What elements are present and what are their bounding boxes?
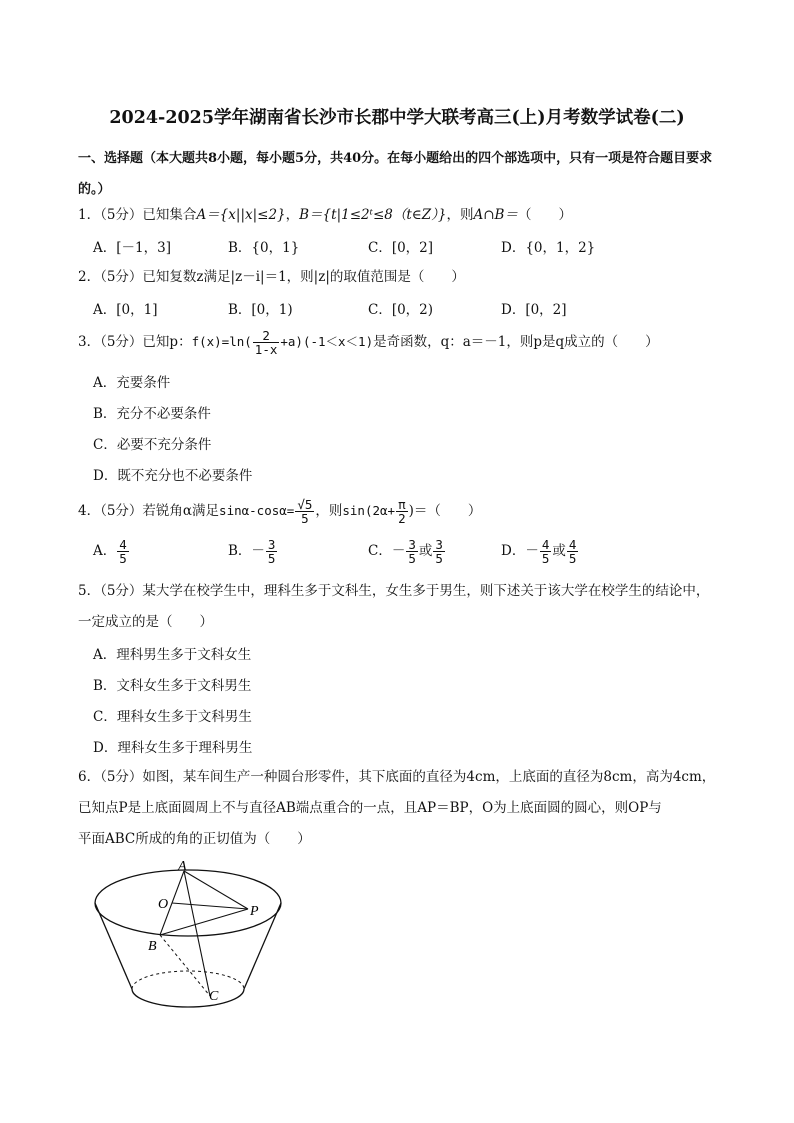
q4-expr-fraction <box>396 498 408 525</box>
q5-option-d[interactable]: D．理科女生多于理科男生 <box>93 740 253 756</box>
q6-line2: 已知点P是上底面圆周上不与直径AB端点重合的一点，且AP＝BP，O为上底面圆的圆心，则OP与 <box>78 800 662 816</box>
bottom-base-front <box>132 989 244 1007</box>
q5-line2: 一定成立的是（ ） <box>78 614 213 630</box>
q5-line1: 5．（5分）某大学在校学生中，理科生多于文科生，女生多于男生，则下述关于该大学在校学生的结论中， <box>78 583 710 599</box>
q4-option-c-frac2 <box>433 538 445 565</box>
q4-option-d-label: D． <box>501 543 526 559</box>
label-c: C <box>209 989 219 1004</box>
label-o: O <box>158 897 169 912</box>
q2-option-d[interactable]: D．[0，2] <box>501 302 567 318</box>
q4-b-bot: 5 <box>267 551 276 566</box>
q5-option-b[interactable]: B．文科女生多于文科男生 <box>93 678 252 694</box>
bottom-base-back <box>132 971 244 989</box>
q4-condition: sinα-cosα= <box>219 503 295 518</box>
q4-cond-top: √5 <box>297 497 313 512</box>
segment-ap <box>184 871 248 909</box>
q1-expr: A∩B＝ <box>473 207 518 223</box>
q4-stem-a: 4．（5分）若锐角α满足 <box>78 503 220 519</box>
q4-option-c-frac1 <box>406 538 418 565</box>
q4-d-top1: 4 <box>541 537 550 552</box>
question-5 <box>78 576 728 638</box>
q3-option-d[interactable]: D．既不充分也不必要条件 <box>93 468 253 484</box>
q4-c-bot2: 5 <box>435 551 443 566</box>
q4-options <box>93 538 733 570</box>
q3-stem-a: 3．（5分）已知p： <box>78 334 192 350</box>
q4-d-bot2: 5 <box>568 551 577 566</box>
label-a: A <box>178 859 187 874</box>
q1-set-a: A＝{x||x|≤2} <box>196 207 286 223</box>
q3-function-end: +a)(-1＜x＜1) <box>280 334 374 349</box>
page-title: 2024-2025学年湖南省长沙市长郡中学大联考高三(上)月考数学试卷(二) <box>109 108 685 128</box>
q4-b-sign: － <box>251 543 265 559</box>
q4-option-c[interactable] <box>368 538 446 565</box>
top-base-ellipse <box>95 870 281 936</box>
q2-option-c[interactable]: C．[0，2) <box>368 302 434 318</box>
q4-option-b[interactable] <box>228 538 278 565</box>
q4-option-c-label: C． <box>368 543 392 559</box>
q4-option-a[interactable] <box>93 538 130 565</box>
q4-option-d[interactable] <box>501 538 579 565</box>
q4-stem-b: ，则 <box>315 503 343 519</box>
q6-line1: 6．（5分）如图，某车间生产一种圆台形零件，其下底面的直径为4cm，上底面的直径为8cm，高为4cm， <box>78 769 716 785</box>
q4-cond-fraction <box>295 498 314 525</box>
section-header: 一、选择题（本大题共8小题，每小题5分，共40分。在每小题给出的四个部选项中，只有一项是符合题目要求的。） <box>78 151 713 197</box>
q5-option-c[interactable]: C．理科女生多于文科男生 <box>93 709 252 725</box>
q4-a-top: 4 <box>119 537 127 552</box>
question-3 <box>78 327 738 357</box>
q4-option-a-frac <box>117 538 129 565</box>
q4-d-sign: － <box>525 543 539 559</box>
q4-option-d-frac1 <box>540 538 552 565</box>
q4-cond-bot: 5 <box>301 511 309 526</box>
left-generatrix <box>95 903 132 989</box>
q2-option-a[interactable]: A．[0，1] <box>93 302 158 318</box>
q1-option-d[interactable]: D．{0，1，2} <box>501 240 596 256</box>
q4-option-d-frac2 <box>567 538 579 565</box>
q3-stem-b: 是奇函数，q：a＝－1，则p是q成立的（ ） <box>373 334 659 350</box>
q4-d-or: 或 <box>552 543 566 559</box>
question-6 <box>78 762 728 855</box>
label-p: P <box>250 904 259 919</box>
q1-option-b[interactable]: B．{0，1} <box>228 240 300 256</box>
q4-a-bot: 5 <box>119 551 127 566</box>
q4-c-or: 或 <box>418 543 433 559</box>
q4-option-a-label: A． <box>93 543 117 559</box>
question-4 <box>78 496 738 526</box>
q4-c-bot1: 5 <box>408 551 416 566</box>
q4-expr-end: )＝（ ） <box>408 503 482 519</box>
q4-c-top2: 3 <box>435 537 443 552</box>
q4-expression: sin(2α+ <box>342 503 396 518</box>
label-b: B <box>148 939 157 954</box>
q4-b-top: 3 <box>267 537 276 552</box>
q4-c-sign: － <box>391 543 406 559</box>
q4-option-b-label: B． <box>228 543 252 559</box>
q1-sep: ， <box>285 207 300 223</box>
q6-line3: 平面ABC所成的角的正切值为（ ） <box>78 831 311 847</box>
frustum-figure <box>88 858 288 1008</box>
q1-option-a[interactable]: A．[－1，3] <box>93 240 171 256</box>
q3-frac-top: 2 <box>253 329 280 343</box>
q1-options <box>93 236 733 256</box>
segment-ac <box>184 871 210 996</box>
question-2: 2．（5分）已知复数z满足|z－i|＝1，则|z|的取值范围是（ ） <box>78 269 465 285</box>
segment-op <box>172 903 248 909</box>
q3-function: f(x)=ln( <box>191 334 252 349</box>
q3-fraction <box>253 329 280 356</box>
q4-d-top2: 4 <box>568 537 577 552</box>
q1-stem-a: 1．（5分）已知集合 <box>78 207 197 223</box>
q1-set-b: B＝{t|1≤2ᵗ≤8（t∈Z）} <box>299 207 447 223</box>
question-1 <box>78 205 738 225</box>
q3-option-c[interactable]: C．必要不充分条件 <box>93 437 212 453</box>
q5-option-a[interactable]: A．理科男生多于文科女生 <box>93 647 252 663</box>
segment-bc <box>160 935 210 996</box>
q2-options <box>93 298 733 318</box>
q3-option-b[interactable]: B．充分不必要条件 <box>93 406 211 422</box>
q4-c-top1: 3 <box>408 537 416 552</box>
q4-expr-bot: 2 <box>398 511 406 526</box>
q1-option-c[interactable]: C．[0，2] <box>368 240 434 256</box>
q1-blank: （ ） <box>517 207 572 223</box>
q2-option-b[interactable]: B．[0，1) <box>228 302 293 318</box>
q3-frac-bot: 1-x <box>254 342 278 357</box>
q4-d-bot1: 5 <box>541 551 550 566</box>
q3-option-a[interactable]: A．充要条件 <box>93 375 171 391</box>
q4-expr-top: π <box>398 497 406 512</box>
q1-stem-b: ，则 <box>446 207 474 223</box>
q4-option-b-frac <box>266 538 278 565</box>
